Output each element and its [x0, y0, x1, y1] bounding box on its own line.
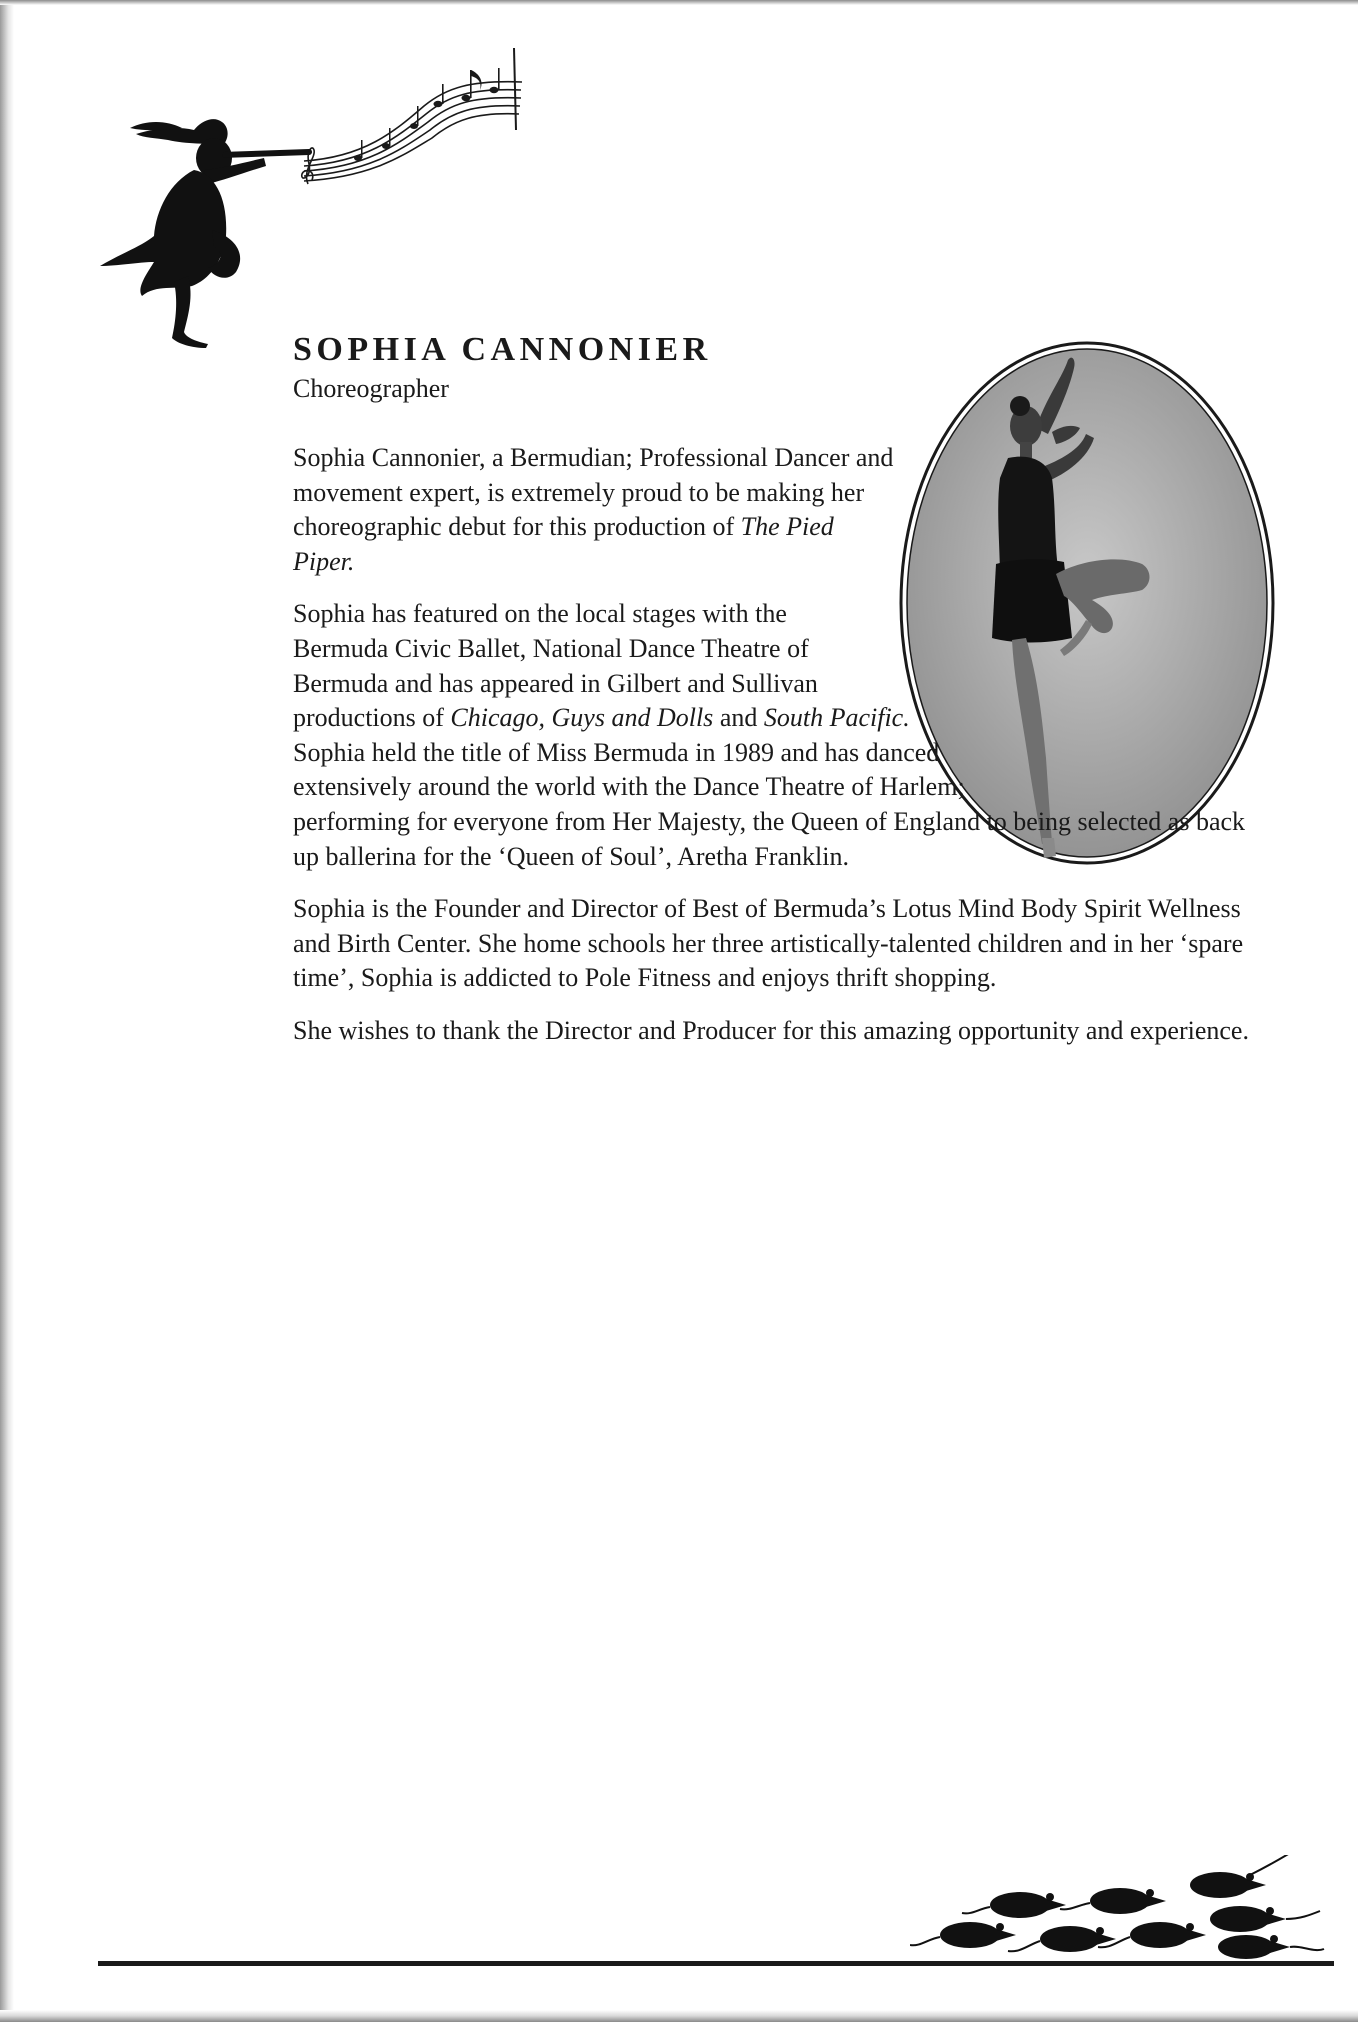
rats-group: [910, 1855, 1324, 1959]
bio-text: [293, 441, 1253, 1067]
pied-piper-silhouette-icon: [96, 40, 536, 360]
scan-edge-top: [0, 0, 1358, 5]
person-role: Choreographer: [293, 374, 449, 403]
bio-paragraph-3: Sophia is the Founder and Director of Best of Bermuda’s Lotus Mind Body Spirit Wellness and Birth Center. She home schools her three artistically-talented children and in her ‘spare time’, Sophia is addicted to Pole Fitness and enjoys thrift shopping.: [293, 894, 1244, 993]
show-title: The Pied Piper.: [293, 512, 834, 576]
bio-paragraph-2-joiner: and: [713, 703, 764, 733]
piper-figure: [100, 119, 312, 348]
bio-paragraph-2-text: Sophia has featured on the local stages with the Bermuda Civic Ballet, National Dance Theatre of Bermuda and has appeared in Gilbert and Sullivan productions of: [293, 599, 818, 733]
bio-paragraph-2-tail: Sophia held the title of Miss Bermuda in 1989 and has danced extensively around the world with the Dance Theatre of Harlem; performing for everyone from Her Majesty, the Queen of England to being selected as back up ballerina for the ‘Queen of Soul’, Aretha Franklin.: [293, 737, 1246, 871]
production-titles: Chicago, Guys and Dolls: [450, 703, 714, 733]
person-name: SOPHIA CANNONIER: [293, 331, 712, 368]
footer-rule: [98, 1961, 1334, 1966]
scan-edge-left: [0, 0, 14, 2022]
rats-silhouette-icon: [910, 1855, 1330, 1970]
bio-paragraph-4: She wishes to thank the Director and Producer for this amazing opportunity and experience.: [293, 1015, 1249, 1045]
scan-edge-bottom: [0, 2010, 1358, 2022]
bio-paragraph-1-text: Sophia Cannonier, a Bermudian; Professional Dancer and movement expert, is extremely proud to be making her choreographic debut for this production of: [293, 443, 894, 542]
photo-wrap-space: [885, 337, 1283, 773]
music-notes: [354, 68, 500, 161]
production-title-south-pacific: South Pacific.: [763, 703, 910, 733]
music-staff: [304, 48, 522, 181]
